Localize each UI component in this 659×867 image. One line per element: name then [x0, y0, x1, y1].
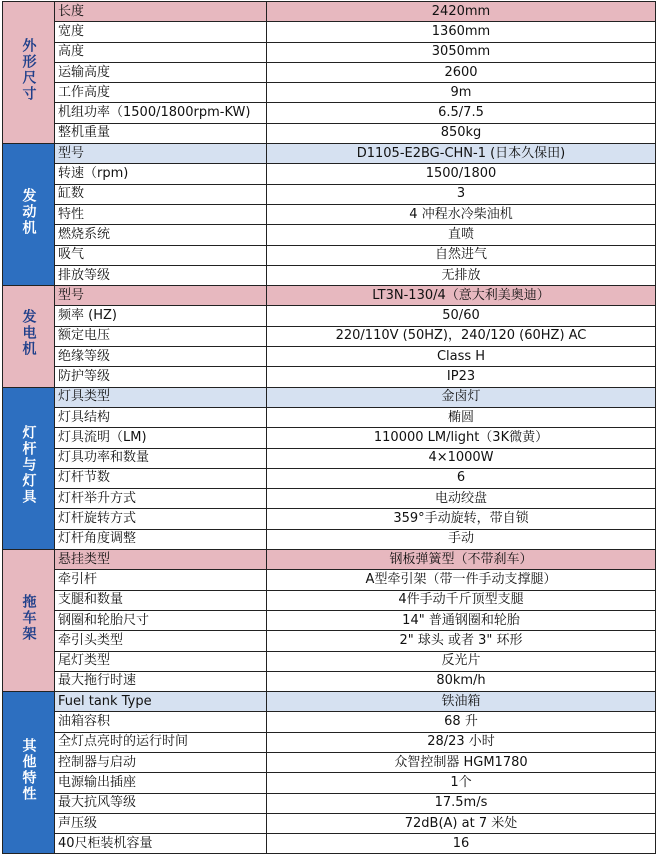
spec-row	[3, 164, 656, 184]
spec-row	[3, 732, 656, 752]
spec-value: 1500/1800	[267, 164, 656, 184]
spec-value: 4×1000W	[267, 448, 656, 468]
spec-value: 72dB(A) at 7 米处	[267, 813, 656, 833]
spec-label: 钢圈和轮胎尺寸	[55, 610, 267, 630]
spec-row	[3, 184, 656, 204]
spec-row	[3, 347, 656, 367]
spec-row	[3, 42, 656, 62]
spec-row	[3, 448, 656, 468]
spec-row	[3, 468, 656, 488]
spec-label: 额定电压	[55, 326, 267, 346]
spec-label: 特性	[55, 204, 267, 224]
spec-row	[3, 793, 656, 813]
spec-row	[3, 509, 656, 529]
spec-row	[3, 387, 656, 407]
section-header	[3, 550, 55, 692]
spec-label: 全灯点亮时的运行时间	[55, 732, 267, 752]
spec-row	[3, 529, 656, 549]
spec-row	[3, 834, 656, 854]
spec-label: 灯杆旋转方式	[55, 509, 267, 529]
spec-row	[3, 570, 656, 590]
spec-value: 4 冲程水冷柴油机	[267, 204, 656, 224]
spec-value: 6	[267, 468, 656, 488]
spec-value: 钢板弹簧型（不带刹车）	[267, 550, 656, 570]
spec-value: 自然进气	[267, 245, 656, 265]
spec-value: 2600	[267, 62, 656, 82]
spec-label: 整机重量	[55, 123, 267, 143]
section-header	[3, 286, 55, 387]
spec-value: 金卤灯	[267, 387, 656, 407]
section-title: 灯杆与灯具	[20, 425, 37, 506]
spec-row	[3, 306, 656, 326]
section-header	[3, 387, 55, 549]
spec-label: 灯杆角度调整	[55, 529, 267, 549]
spec-value: 850kg	[267, 123, 656, 143]
spec-row	[3, 610, 656, 630]
spec-value: A型牵引架（带一件手动支撑腿）	[267, 570, 656, 590]
spec-value: 14" 普通钢圈和轮胎	[267, 610, 656, 630]
spec-label: 牵引杆	[55, 570, 267, 590]
spec-value: 28/23 小时	[267, 732, 656, 752]
section-title: 外形尺寸	[20, 37, 37, 102]
spec-label: 尾灯类型	[55, 651, 267, 671]
spec-value: 9m	[267, 83, 656, 103]
spec-label: 防护等级	[55, 367, 267, 387]
spec-row	[3, 631, 656, 651]
spec-label: 控制器与启动	[55, 752, 267, 772]
spec-value: 220/110V (50HZ)，240/120 (60HZ) AC	[267, 326, 656, 346]
spec-row	[3, 62, 656, 82]
spec-row	[3, 225, 656, 245]
spec-row	[3, 590, 656, 610]
spec-label: Fuel tank Type	[55, 692, 267, 712]
spec-label: 长度	[55, 2, 267, 22]
spec-label: 排放等级	[55, 265, 267, 285]
spec-row	[3, 2, 656, 22]
spec-label: 宽度	[55, 22, 267, 42]
spec-value: 359°手动旋转，带自锁	[267, 509, 656, 529]
spec-value: 手动	[267, 529, 656, 549]
spec-label: 燃烧系统	[55, 225, 267, 245]
spec-value: D1105-E2BG-CHN-1 (日本久保田)	[267, 144, 656, 164]
spec-value: IP23	[267, 367, 656, 387]
spec-row	[3, 123, 656, 143]
spec-label: 灯具功率和数量	[55, 448, 267, 468]
spec-row	[3, 265, 656, 285]
spec-label: 型号	[55, 144, 267, 164]
spec-label: 灯具结构	[55, 407, 267, 427]
spec-value: 众智控制器 HGM1780	[267, 752, 656, 772]
spec-value: 椭圆	[267, 407, 656, 427]
spec-label: 电源输出插座	[55, 773, 267, 793]
spec-value: 1个	[267, 773, 656, 793]
spec-value: 2" 球头 或者 3" 环形	[267, 631, 656, 651]
spec-label: 牵引头类型	[55, 631, 267, 651]
section-title: 发电机	[20, 309, 37, 358]
spec-row	[3, 428, 656, 448]
spec-value: 1360mm	[267, 22, 656, 42]
spec-value: 110000 LM/light（3K微黄）	[267, 428, 656, 448]
spec-sheet	[2, 1, 655, 854]
spec-row	[3, 144, 656, 164]
spec-value: 3050mm	[267, 42, 656, 62]
spec-value: 80km/h	[267, 671, 656, 691]
spec-row	[3, 712, 656, 732]
spec-value: 4件手动千斤顶型支腿	[267, 590, 656, 610]
spec-row	[3, 245, 656, 265]
spec-label: 吸气	[55, 245, 267, 265]
spec-label: 运输高度	[55, 62, 267, 82]
spec-label: 灯具流明（LM)	[55, 428, 267, 448]
spec-label: 悬挂类型	[55, 550, 267, 570]
spec-row	[3, 692, 656, 712]
spec-value: 电动绞盘	[267, 489, 656, 509]
spec-label: 灯杆节数	[55, 468, 267, 488]
spec-row	[3, 407, 656, 427]
spec-label: 支腿和数量	[55, 590, 267, 610]
spec-value: 反光片	[267, 651, 656, 671]
spec-row	[3, 286, 656, 306]
spec-value: 无排放	[267, 265, 656, 285]
spec-label: 40尺柜装机容量	[55, 834, 267, 854]
spec-value: 68 升	[267, 712, 656, 732]
spec-value: 50/60	[267, 306, 656, 326]
spec-row	[3, 204, 656, 224]
spec-value: LT3N-130/4（意大利美奥迪）	[267, 286, 656, 306]
spec-value: 16	[267, 834, 656, 854]
spec-row	[3, 83, 656, 103]
spec-table	[2, 1, 656, 854]
spec-label: 灯杆举升方式	[55, 489, 267, 509]
spec-label: 最大抗风等级	[55, 793, 267, 813]
spec-row	[3, 813, 656, 833]
spec-label: 工作高度	[55, 83, 267, 103]
spec-row	[3, 22, 656, 42]
spec-value: 直喷	[267, 225, 656, 245]
spec-row	[3, 651, 656, 671]
section-title: 拖车架	[20, 593, 37, 642]
section-header	[3, 144, 55, 286]
spec-label: 声压级	[55, 813, 267, 833]
spec-label: 机组功率（1500/1800rpm-KW)	[55, 103, 267, 123]
section-header	[3, 692, 55, 854]
spec-label: 油箱容积	[55, 712, 267, 732]
spec-row	[3, 489, 656, 509]
spec-row	[3, 550, 656, 570]
spec-value: 2420mm	[267, 2, 656, 22]
section-header	[3, 2, 55, 144]
spec-label: 绝缘等级	[55, 347, 267, 367]
spec-value: 17.5m/s	[267, 793, 656, 813]
spec-row	[3, 367, 656, 387]
spec-label: 型号	[55, 286, 267, 306]
spec-row	[3, 773, 656, 793]
spec-label: 转速（rpm)	[55, 164, 267, 184]
spec-value: 6.5/7.5	[267, 103, 656, 123]
spec-value: 3	[267, 184, 656, 204]
spec-row	[3, 752, 656, 772]
spec-label: 最大拖行时速	[55, 671, 267, 691]
spec-label: 缸数	[55, 184, 267, 204]
spec-label: 频率 (HZ)	[55, 306, 267, 326]
spec-value: Class H	[267, 347, 656, 367]
spec-value: 铁油箱	[267, 692, 656, 712]
spec-row	[3, 671, 656, 691]
spec-row	[3, 103, 656, 123]
spec-label: 灯具类型	[55, 387, 267, 407]
spec-label: 高度	[55, 42, 267, 62]
spec-row	[3, 326, 656, 346]
section-title: 其他特性	[20, 737, 37, 802]
section-title: 发动机	[20, 187, 37, 236]
